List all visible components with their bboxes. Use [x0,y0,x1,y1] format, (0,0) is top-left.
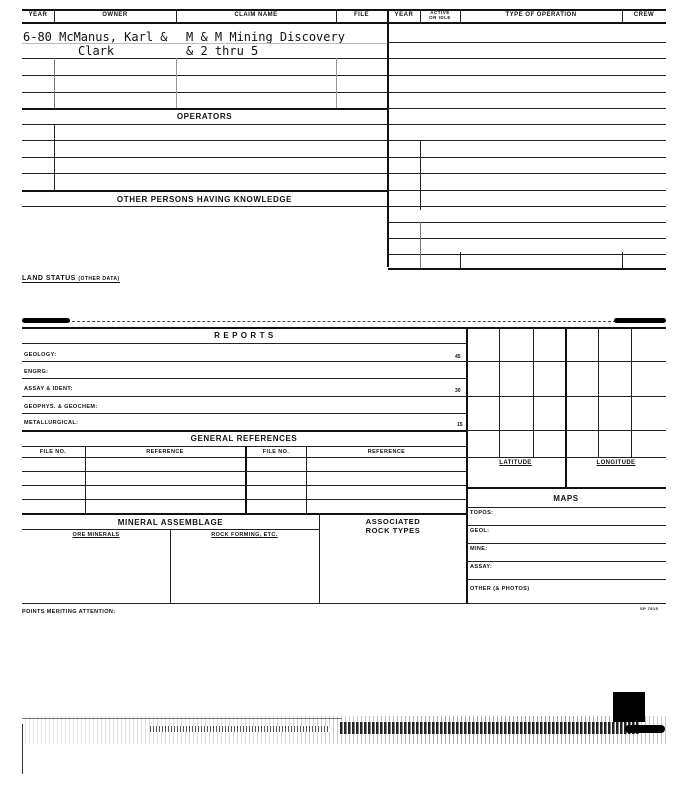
ink-blob-left [22,318,70,323]
maps-row-assay: ASSAY: [470,564,493,570]
header-crew: CREW [633,12,655,18]
maps-title: MAPS [553,494,579,503]
report-num-metallurgical: 15 [457,422,463,428]
ore-minerals-label: ORE MINERALS [72,532,120,538]
gr-col-file-no-2: FILE NO. [262,449,290,455]
maps-row-mine: MINE: [470,546,488,552]
land-status-subtitle: (OTHER DATA) [78,276,120,282]
general-references-title: GENERAL REFERENCES [190,434,298,443]
gr-col-reference-2: REFERENCE [367,449,406,455]
report-row-geophys: GEOPHYS. & GEOCHEM: [24,404,98,410]
header-active-idle [420,9,460,20]
maps-row-other: OTHER (& PHOTOS) [470,586,530,592]
associated-rock-types-line2: ROCK TYPES [365,526,421,535]
maps-row-topos: TOPOS: [470,510,494,516]
scan-line-top [22,718,342,719]
section-divider [22,321,666,322]
header-active-label: ACTIVE [430,10,450,15]
margin-line [22,724,23,774]
gr-col-reference: REFERENCE [146,449,184,455]
operators-label: OPERATORS [176,112,233,121]
entry-year-owner-1: 6-80 McManus, Karl & [23,30,168,44]
header-idle-label: OR IDLE [429,15,451,20]
ink-blob-right [614,318,666,323]
header-file: FILE [354,12,369,18]
header-owner: OWNER [102,12,128,18]
entry-year-owner-2: Clark [78,44,115,58]
header-type-of-operation: TYPE OF OPERATION [505,12,577,18]
report-num-assay: 30 [455,388,461,394]
report-row-metallurgical: METALLURGICAL: [24,420,79,426]
header-year-2: YEAR [394,12,414,18]
ink-mark-right [625,725,665,733]
report-row-geology: GEOLOGY: [24,352,57,358]
other-persons-label: OTHER PERSONS HAVING KNOWLEDGE [116,195,293,204]
land-status-heading [22,275,120,283]
rock-forming-label: ROCK FORMING, ETC. [211,532,278,538]
associated-rock-types [320,517,466,535]
entry-claim-2: & 2 thru 5 [186,44,259,58]
land-status-title: LAND STATUS [22,275,76,282]
latitude-label: LATITUDE [499,460,532,466]
scan-streak-dark [340,722,640,734]
header-claim-name: CLAIM NAME [234,12,278,18]
associated-rock-types-line1: ASSOCIATED [365,517,421,526]
report-num-geology: 45 [455,354,461,360]
points-meriting-attention: POINTS MERITING ATTENTION: [22,609,116,615]
mineral-assemblage-title: MINERAL ASSEMBLAGE [117,518,224,527]
gr-col-file-no: FILE NO. [39,449,67,455]
entry-claim-1: M & M Mining Discovery [186,30,345,44]
reports-title: R E P O R T S [214,331,274,340]
longitude-label: LONGITUDE [596,460,636,466]
header-year: YEAR [28,12,48,18]
report-row-assay: ASSAY & IDENT: [24,386,73,392]
report-row-engrg: ENGRG: [24,369,49,375]
form-code: SP 7815 [640,606,659,611]
scan-streak-mid [150,726,330,732]
maps-row-geol: GEOL: [470,528,490,534]
